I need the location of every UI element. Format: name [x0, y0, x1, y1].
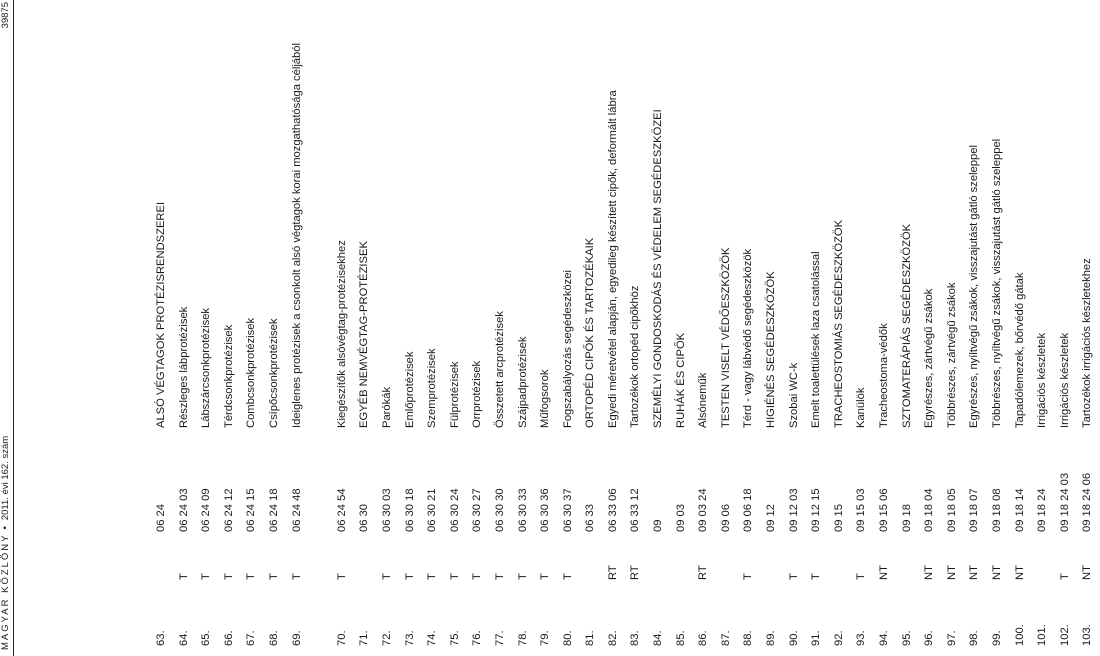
row-code: 06 30 03 [380, 488, 393, 532]
table-row [240, 0, 263, 650]
row-name: Szobai WC-k [787, 362, 800, 428]
row-flag: T [335, 573, 348, 580]
row-code: 06 30 24 [448, 488, 461, 532]
row-code: 06 30 27 [471, 488, 484, 532]
row-name: Térd - vagy lábvédő segédeszközök [742, 248, 755, 428]
table-row [421, 0, 444, 650]
row-name: Egyedi méretvétel alapján, egyedileg készített cipők, deformált lábra [606, 90, 619, 428]
row-flag: NT [1013, 565, 1026, 580]
row-code: 06 24 03 [177, 488, 190, 532]
row-name: Fogszabályozás segédeszközei [561, 270, 574, 428]
row-name: ORTOPÉD CIPŐK ÉS TARTOZÉKAIK [584, 237, 597, 428]
row-code: 09 18 05 [945, 488, 958, 532]
row-name: Orrprotézisek [471, 360, 484, 428]
table-row [512, 0, 535, 650]
row-flag: NT [968, 565, 981, 580]
row-name: Fülprotézisek [448, 361, 461, 428]
row-name: Szájpadprotézisek [516, 336, 529, 428]
row-number: 102. [1058, 624, 1071, 646]
row-code: 06 30 33 [516, 488, 529, 532]
row-code: 09 18 04 [923, 488, 936, 532]
row-flag: T [177, 573, 190, 580]
row-code: 09 06 18 [742, 488, 755, 532]
row-code: 09 12 03 [787, 488, 800, 532]
row-code: 09 18 24 06 [1081, 472, 1094, 532]
row-number: 77. [493, 630, 506, 646]
row-name: Parókák [380, 386, 393, 428]
row-name: Kanülök [855, 387, 868, 428]
row-code: 09 18 14 [1013, 488, 1026, 532]
row-number: 100. [1013, 624, 1026, 646]
row-code: 06 24 09 [200, 488, 213, 532]
table-row [647, 0, 670, 650]
row-code: 09 03 [674, 504, 687, 532]
table-row [150, 0, 173, 650]
table-row [534, 0, 557, 650]
row-name: HIGIÉNÉS SEGÉDESZKÖZÖK [765, 271, 778, 428]
row-code: 09 [652, 519, 665, 532]
row-code: 06 33 12 [629, 488, 642, 532]
row-name: RUHÁK ÉS CIPŐK [674, 332, 687, 428]
table-row [715, 0, 738, 650]
table-row [399, 0, 422, 650]
row-flag: T [855, 573, 868, 580]
table-row [331, 0, 354, 650]
row-name: SZTOMATERÁPIÁS SEGÉDESZKÖZÖK [900, 223, 913, 428]
table-row [760, 0, 783, 650]
row-flag: NT [945, 565, 958, 580]
row-name: Többrészes, zártvégű zsákok [945, 282, 958, 428]
row-number: 90. [787, 630, 800, 646]
table-row [173, 0, 196, 650]
row-number: 79. [539, 630, 552, 646]
table-row [1054, 0, 1077, 650]
row-code: 06 24 [155, 504, 167, 532]
row-code: 06 30 36 [539, 488, 552, 532]
row-flag: RT [629, 565, 642, 580]
table-row [557, 0, 580, 650]
table-row [1009, 0, 1032, 650]
row-number: 73. [403, 630, 416, 646]
row-flag: T [380, 573, 393, 580]
table-row [353, 0, 376, 650]
row-number: 101. [1036, 624, 1049, 646]
row-code: 09 03 24 [697, 488, 710, 532]
row-number: 95. [900, 630, 913, 646]
row-name: ALSÓ VÉGTAGOK PROTÉZISRENDSZEREI [155, 201, 167, 428]
row-name: Összetett arcprotézisek [493, 311, 506, 428]
row-name: Tapadólemezek, bőrvédő gátak [1013, 272, 1026, 428]
row-code: 09 18 [900, 504, 913, 532]
row-number: 94. [878, 630, 890, 646]
table-row [783, 0, 806, 650]
row-flag: NT [878, 565, 890, 580]
row-flag: T [267, 573, 280, 580]
page-number: 39875 [0, 2, 11, 29]
row-number: 98. [968, 630, 981, 646]
row-number: 97. [945, 630, 958, 646]
row-number: 72. [380, 630, 393, 646]
table-row [828, 0, 851, 650]
row-number: 82. [606, 630, 619, 646]
row-number: 71. [358, 630, 371, 646]
row-code: 09 12 [765, 504, 778, 532]
row-flag: T [448, 573, 461, 580]
row-code: 09 18 07 [968, 488, 981, 532]
row-flag: T [810, 573, 823, 580]
row-name: Emlőprotézisek [403, 351, 416, 428]
table-row [918, 0, 941, 650]
row-code: 06 24 48 [290, 488, 303, 532]
row-name: Részleges lábprotézisek [177, 306, 190, 428]
row-number: 89. [765, 630, 778, 646]
row-flag: NT [990, 565, 1003, 580]
table-row [195, 0, 218, 650]
row-code: 09 15 03 [855, 488, 868, 532]
row-flag: RT [697, 565, 710, 580]
row-number: 103. [1081, 624, 1094, 646]
row-flag: T [1058, 573, 1071, 580]
row-name: Kiegészítők alsóvégtag-protézisekhez [335, 240, 348, 428]
row-number: 68. [267, 630, 280, 646]
row-name: Lábszárcsonkprotézisek [200, 307, 213, 428]
table-row [218, 0, 241, 650]
row-number: 63. [155, 630, 167, 646]
row-number: 93. [855, 630, 868, 646]
row-code: 06 30 [358, 504, 371, 532]
row-flag: RT [606, 565, 619, 580]
row-number: 70. [335, 630, 348, 646]
table-row [263, 0, 286, 650]
table-row [286, 0, 331, 650]
table-row [376, 0, 399, 650]
row-name: Tracheostoma-védők [878, 323, 890, 428]
row-flag: T [222, 573, 235, 580]
row-name: Szemprotézisek [426, 348, 439, 428]
row-code: 09 18 24 [1036, 488, 1049, 532]
row-code: 09 18 08 [990, 488, 1003, 532]
row-code: 06 30 37 [561, 488, 574, 532]
row-name: TESTEN VISELT VÉDŐESZKÖZÖK [719, 247, 732, 428]
row-flag: T [403, 573, 416, 580]
row-number: 88. [742, 630, 755, 646]
row-number: 84. [652, 630, 665, 646]
row-name: Többrészes, nyíltvégű zsákok, visszajutást gátló szeleppel [990, 138, 1003, 428]
table-row [963, 0, 986, 650]
row-code: 06 33 [584, 504, 597, 532]
row-name: EGYÉB NEMVÉGTAG-PROTÉZISEK [358, 241, 371, 428]
row-number: 64. [177, 630, 190, 646]
row-code: 09 06 [719, 504, 732, 532]
table-row [737, 0, 760, 650]
row-flag: T [787, 573, 800, 580]
row-code: 06 30 18 [403, 488, 416, 532]
row-number: 87. [719, 630, 732, 646]
table-row [1076, 0, 1099, 650]
table-row [986, 0, 1009, 650]
row-number: 74. [426, 630, 439, 646]
row-code: 09 12 15 [810, 488, 823, 532]
table-row [466, 0, 489, 650]
header-divider [13, 0, 14, 656]
row-code: 06 24 18 [267, 488, 280, 532]
row-number: 85. [674, 630, 687, 646]
row-flag: T [516, 573, 529, 580]
row-code: 06 33 06 [606, 488, 619, 532]
row-number: 67. [245, 630, 258, 646]
row-number: 75. [448, 630, 461, 646]
row-code: 09 18 24 03 [1058, 472, 1071, 532]
table-row [805, 0, 828, 650]
table-row [602, 0, 625, 650]
row-number: 96. [923, 630, 936, 646]
row-number: 92. [832, 630, 845, 646]
table-row [692, 0, 715, 650]
row-name: Ideiglenes protézisek a csonkolt alsó végtagok korai mozgathatósága céljából [290, 43, 303, 428]
table-row [941, 0, 964, 650]
row-number: 66. [222, 630, 235, 646]
device-code-table [150, 0, 1100, 650]
table-row [444, 0, 467, 650]
row-name: SZEMÉLYI GONDOSKODÁS ÉS VÉDELEM SEGÉDESZKÖZEI [652, 109, 665, 428]
table-row [896, 0, 919, 650]
row-flag: T [471, 573, 484, 580]
table-row [489, 0, 512, 650]
table-row [624, 0, 647, 650]
row-code: 09 15 06 [878, 488, 890, 532]
row-name: Egyrészes, zártvégű zsákok [923, 288, 936, 428]
row-flag: T [245, 573, 258, 580]
row-flag: T [200, 573, 213, 580]
row-code: 09 15 [832, 504, 845, 532]
row-flag: T [426, 573, 439, 580]
table-row [850, 0, 873, 650]
row-number: 69. [290, 630, 303, 646]
row-name: TRACHEOSTOMIÁS SEGÉDESZKÖZÖK [832, 219, 845, 428]
table-row [1031, 0, 1054, 650]
row-name: Tartozékok ortopéd cipőkhöz [629, 285, 642, 428]
row-name: Alsóneműk [697, 372, 710, 428]
row-name: Térdcsonkprotézisek [222, 324, 235, 428]
row-name: Műfogsorok [539, 369, 552, 428]
row-flag: T [290, 573, 303, 580]
row-name: Combcsonkprotézisek [245, 317, 258, 428]
row-name: Irrigációs készletek [1058, 332, 1071, 428]
row-flag: T [493, 573, 506, 580]
row-number: 99. [990, 630, 1003, 646]
row-flag: NT [923, 565, 936, 580]
issue-label: 2011. évi 162. szám [0, 435, 11, 521]
table-row [873, 0, 896, 650]
header-bullet: • [0, 524, 11, 530]
row-number: 76. [471, 630, 484, 646]
row-code: 06 30 21 [426, 488, 439, 532]
row-number: 91. [810, 630, 823, 646]
row-code: 06 24 12 [222, 488, 235, 532]
row-name: Emelt toalettülések laza csatolással [810, 251, 823, 428]
table-row [670, 0, 693, 650]
row-flag: T [742, 573, 755, 580]
row-number: 65. [200, 630, 213, 646]
publication-name: MAGYAR KÖZLÖNY [0, 533, 11, 650]
row-name: Csípőcsonkprotézisek [267, 318, 280, 428]
row-code: 06 24 15 [245, 488, 258, 532]
row-number: 78. [516, 630, 529, 646]
row-number: 80. [561, 630, 574, 646]
table-row [579, 0, 602, 650]
row-number: 83. [629, 630, 642, 646]
row-flag: T [539, 573, 552, 580]
row-code: 06 24 54 [335, 488, 348, 532]
row-flag: NT [1081, 565, 1094, 580]
row-flag: T [561, 573, 574, 580]
row-number: 86. [697, 630, 710, 646]
publication-title [0, 436, 11, 650]
row-number: 81. [584, 630, 597, 646]
page-header [0, 0, 14, 656]
row-name: Irrigációs készletek [1036, 332, 1049, 428]
row-code: 06 30 30 [493, 488, 506, 532]
row-name: Egyrészes, nyíltvégű zsákok, visszajutást gátló szeleppel [968, 145, 981, 428]
row-name: Tartozékok irrigációs készletekhez [1081, 258, 1094, 428]
